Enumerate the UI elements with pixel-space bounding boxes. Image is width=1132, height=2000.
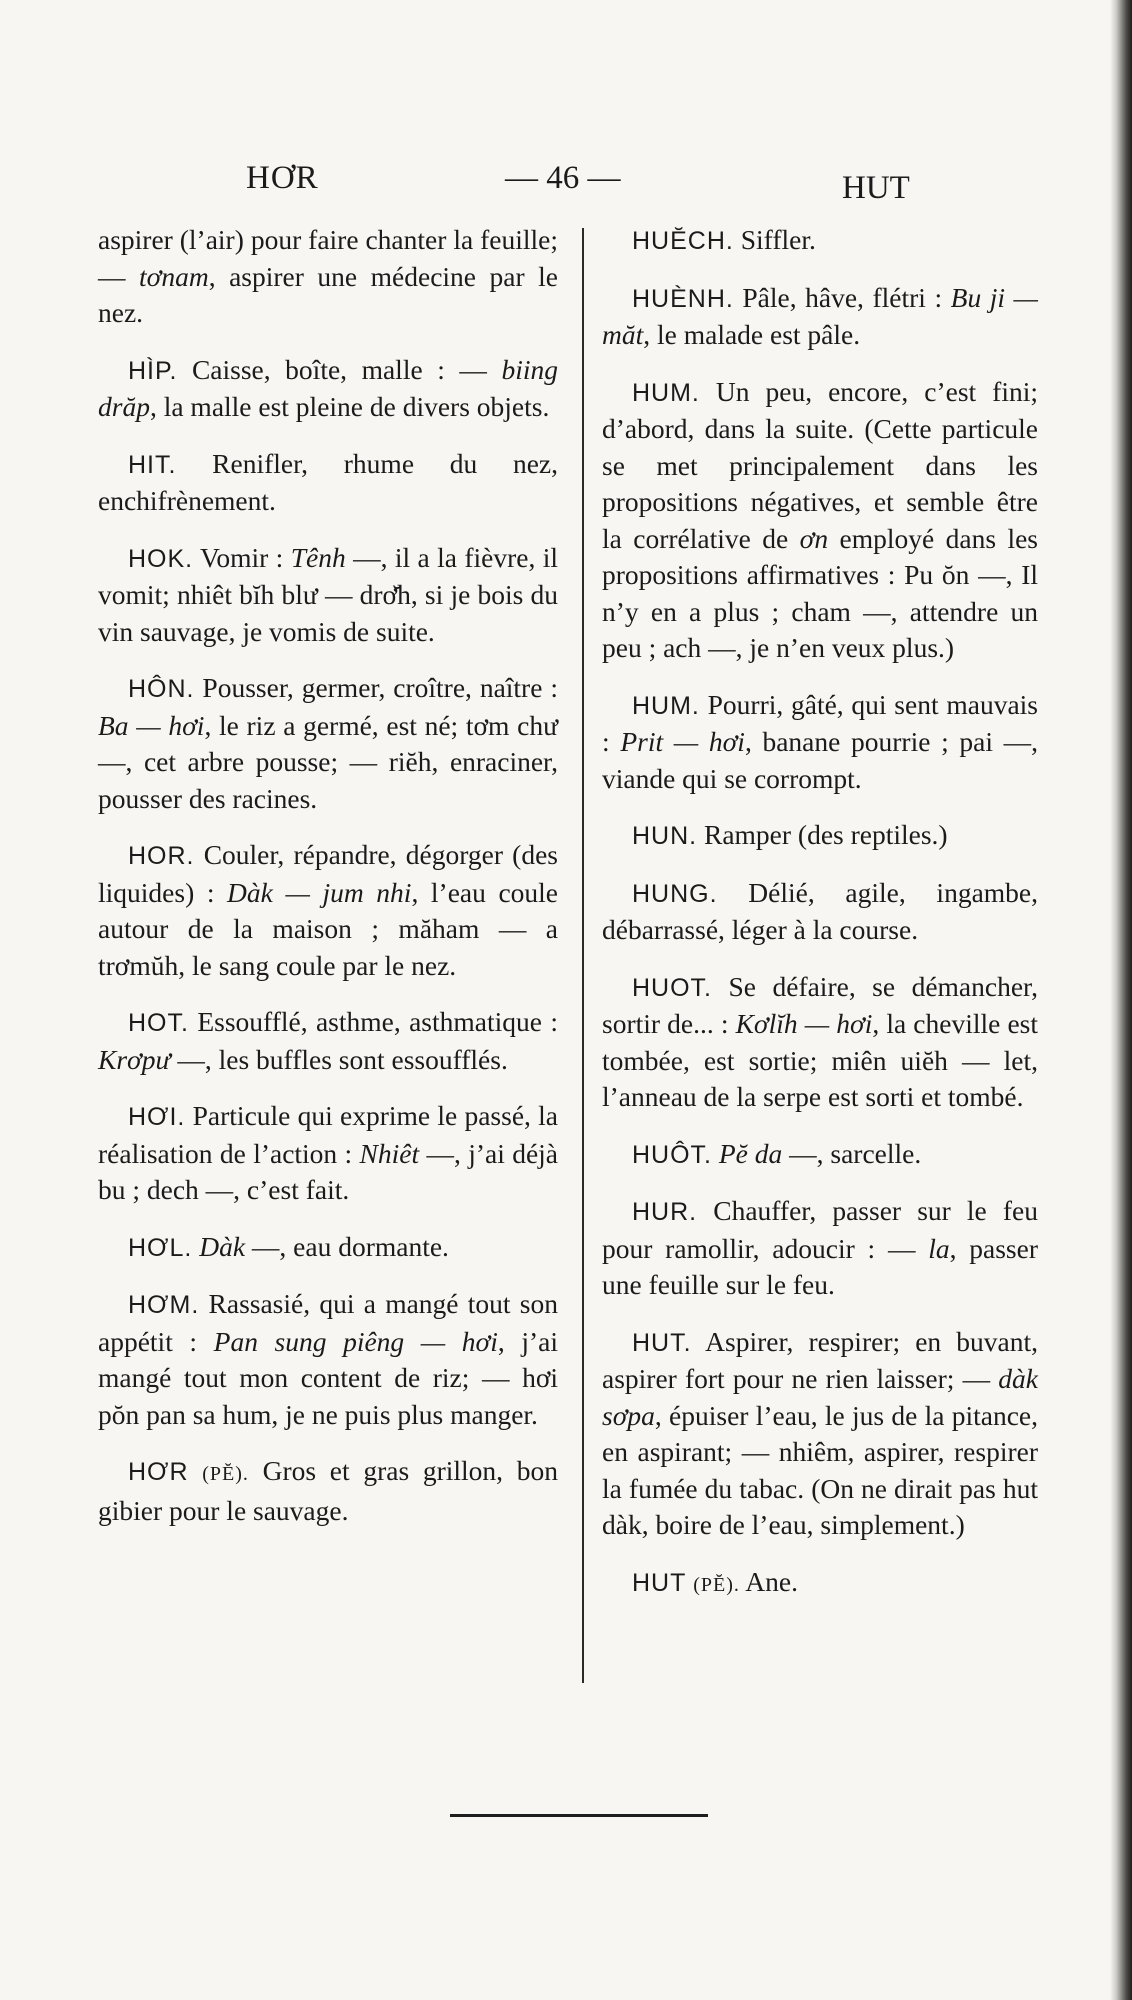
dictionary-entry: HUÈNH. Pâle, hâve, flétri : Bu ji — măt, le malade est pâle.	[602, 281, 1039, 350]
dictionary-entry: HOK. Vomir : Tênh —, il a la fièvre, il vomit; nhiêt bĭh blư — drơ̆h, si je bois du vin sauvage, je vomis de suite.	[98, 541, 558, 647]
headword-tag: (PĔ).	[693, 1573, 740, 1596]
headword: HOT.	[128, 1009, 189, 1037]
page-number: — 46 —	[505, 160, 621, 196]
headword: HƠR	[128, 1458, 189, 1486]
headword: HUT	[632, 1568, 687, 1597]
headword: HOR.	[128, 842, 195, 870]
headword: HUOT.	[632, 973, 712, 1002]
dictionary-entry: HÌP. Caisse, boîte, malle : — biing drăp, la malle est pleine de divers objets.	[98, 353, 558, 422]
headword: HUM.	[632, 691, 700, 720]
headword: HUM.	[632, 378, 700, 407]
dictionary-entry: HUÔT. Pĕ da —, sarcelle.	[632, 1137, 922, 1169]
right-column	[602, 222, 1038, 1623]
dictionary-entry: HUNG. Délié, agile, ingambe, débarrassé, léger à la course.	[602, 876, 1038, 945]
headword: HUÈNH.	[632, 284, 734, 313]
dictionary-entry: HUM. Un peu, encore, c’est fini; d’abord, dans la suite. (Cette particule se met principalement dans les propositions négatives, et semble être la corrélative de ơn employé dans les propositions affirmatives : Pu ŏn —, Il n’y en a plus ; cham —, attendre un peu ; ach —, je n’en veux plus.)	[602, 375, 1038, 663]
page-header	[0, 160, 1132, 210]
headword: HUNG.	[632, 879, 718, 908]
dictionary-entry: HƠM. Rassasié, qui a mangé tout son appétit : Pan sung piêng — hơi, j’ai mangé tout mon content de riz; — hơi pŏn pan sa hum, je ne puis plus manger.	[98, 1288, 558, 1430]
dictionary-entry: HUĔCH. Siffler.	[632, 224, 816, 255]
dictionary-entry: HUN. Ramper (des reptiles.)	[632, 819, 948, 850]
headword: HUN.	[632, 822, 698, 850]
header-left-guide-word: HƠR	[246, 160, 319, 196]
headword: HIT.	[128, 450, 177, 479]
headword: HƠM.	[128, 1291, 200, 1319]
bottom-rule	[450, 1814, 708, 1817]
dictionary-entry: HUT. Aspirer, respirer; en buvant, aspirer fort pour ne rien laisser; — dàk sơpa, épuiser l’eau, le jus de la pitance, en aspirant; — nhiêm, aspirer, respirer la fumée du tabac. (On ne dirait pas hut dàk, boire de l’eau, simplement.)	[602, 1325, 1038, 1540]
dictionary-entry: aspirer (l’air) pour faire chanter la feuille; — tơnam, aspirer une médecine par le nez.	[98, 224, 558, 328]
left-column	[98, 222, 558, 1549]
headword: HUÔT.	[632, 1140, 712, 1169]
headword: HƠI.	[128, 1103, 186, 1131]
column-divider	[582, 228, 584, 1683]
headword: HÔN.	[128, 675, 195, 703]
headword: HÌP.	[128, 356, 178, 385]
dictionary-entry: HUR. Chauffer, passer sur le feu pour ramollir, adoucir : — la, passer une feuille sur le feu.	[602, 1195, 1038, 1300]
headword-tag: (PĔ).	[202, 1463, 249, 1485]
page-edge-shadow	[1110, 0, 1132, 2000]
dictionary-entry: HƠR (PĔ). Gros et gras grillon, bon gibier pour le sauvage.	[98, 1455, 558, 1526]
dictionary-entry: HUT (PĔ). Ane.	[632, 1565, 798, 1597]
dictionary-entry: HOR. Couler, répandre, dégorger (des liquides) : Dàk — jum nhi, l’eau coule autour de la maison ; măham — a trơmŭh, le sang coule par le nez.	[98, 839, 558, 981]
header-right-guide-word: HUT	[842, 170, 910, 206]
dictionary-entry: HIT. Renifler, rhume du nez, enchifrènement.	[98, 447, 558, 516]
headword: HƠL.	[128, 1233, 193, 1262]
headword: HOK.	[128, 544, 194, 573]
dictionary-entry: HƠI. Particule qui exprime le passé, la réalisation de l’action : Nhiêt —, j’ai déjà bu ; dech —, c’est fait.	[98, 1100, 558, 1205]
headword: HUR.	[632, 1198, 698, 1226]
dictionary-entry: HOT. Essoufflé, asthme, asthmatique : Krơpư —, les buffles sont essoufflés.	[98, 1006, 558, 1075]
headword: HUĔCH.	[632, 227, 734, 255]
dictionary-entry: HUOT. Se défaire, se démancher, sortir de... : Kơlĭh — hơi, la cheville est tombée, est sortie; miên uiĕh — let, l’anneau de la serpe est sorti et tombé.	[602, 970, 1038, 1112]
headword: HUT.	[632, 1328, 692, 1357]
dictionary-entry: HÔN. Pousser, germer, croître, naître : Ba — hơi, le riz a germé, est né; tơm chư —, cet arbre pousse; — riĕh, enraciner, pousser des racines.	[98, 672, 558, 814]
dictionary-entry: HUM. Pourri, gâté, qui sent mauvais : Prit — hơi, banane pourrie ; pai —, viande qui se corrompt.	[602, 688, 1039, 794]
dictionary-entry: HƠL. Dàk —, eau dormante.	[128, 1230, 449, 1262]
